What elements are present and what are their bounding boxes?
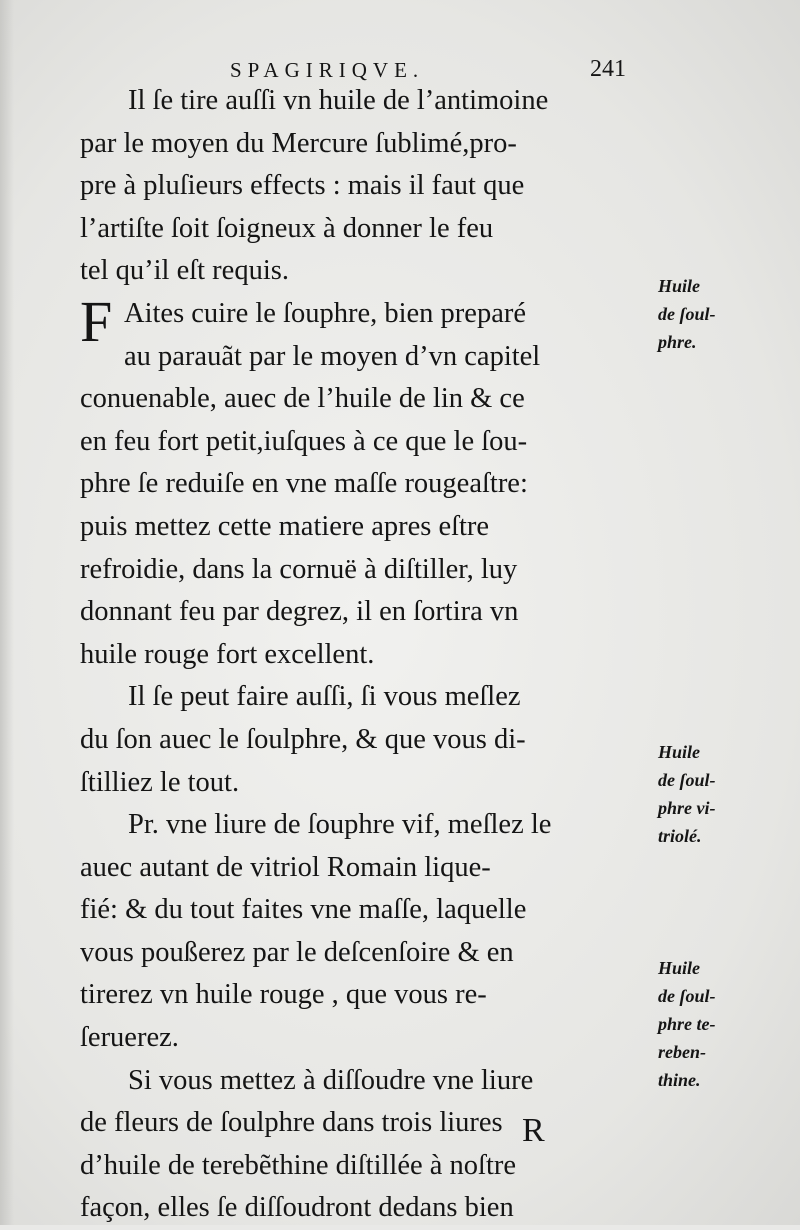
paragraph-sulphur-oil	[80, 288, 660, 676]
margin-note-line: Huile	[658, 958, 701, 978]
margin-note-turpentine-sulphur	[658, 954, 778, 1094]
main-text-block	[80, 80, 660, 1230]
margin-note-line: thine.	[658, 1070, 701, 1090]
paragraph-antimony-oil	[80, 80, 660, 293]
margin-note-line: reben-	[658, 1042, 706, 1062]
text-line: d’huile de terebẽthine diſtillée à noſtre	[80, 1149, 517, 1181]
margin-note-line: phre vi-	[658, 798, 716, 818]
text-line: refroidie, dans la cornuë à diſtiller, luy	[80, 553, 518, 585]
text-line: Pr. vne liure de ſouphre vif, meſlez le	[128, 809, 552, 841]
running-title: SPAGIRIQVE.	[230, 58, 425, 82]
text-line: en feu fort petit,iuſques à ce que le ſou-	[80, 425, 528, 457]
text-line: puis mettez cette matiere apres eſtre	[80, 510, 490, 542]
margin-note-vitriol-sulphur	[658, 738, 778, 850]
text-line: tirerez vn huile rouge , que vous re-	[80, 979, 487, 1011]
text-line: par le moyen du Mercure ſublimé,pro-	[80, 127, 517, 159]
margin-note-line: de ſoul-	[658, 986, 716, 1006]
paragraph-vitriol-sulphur	[80, 804, 660, 1060]
text-line: pre à pluſieurs effects : mais il faut que	[80, 170, 525, 202]
text-line: tel qu’il eſt requis.	[80, 255, 289, 287]
text-line: phre ſe reduiſe en vne maſſe rougeaſtre:	[80, 468, 528, 500]
text-line: Aites cuire le ſouphre, bien preparé	[124, 297, 526, 329]
page-edge-shadow	[0, 0, 14, 1225]
text-line: auec autant de vitriol Romain lique-	[80, 851, 491, 883]
margin-note-line: Huile	[658, 742, 701, 762]
margin-note-line: triolé.	[658, 826, 702, 846]
text-line: conuenable, auec de l’huile de lin & ce	[80, 383, 525, 415]
margin-note-line: Huile	[658, 276, 701, 296]
text-line: du ſon auec le ſoulphre, & que vous di-	[80, 723, 526, 755]
margin-note-line: phre te-	[658, 1014, 716, 1034]
text-line: vous poußerez par le deſcenſoire & en	[80, 936, 514, 968]
text-line: Si vous mettez à diſſoudre vne liure	[128, 1064, 534, 1096]
text-line: ſtilliez le tout.	[80, 766, 240, 798]
text-line: huile rouge fort excellent.	[80, 638, 375, 670]
margin-note-line: phre.	[658, 332, 697, 352]
text-line: ſeruerez.	[80, 1022, 179, 1054]
text-line: Il ſe tire auſſi vn huile de l’antimoine	[128, 85, 549, 116]
page-number: 241	[590, 56, 626, 82]
text-line: façon, elles ſe diſſoudront dedans bien	[80, 1192, 514, 1224]
paragraph-turpentine-sulphur	[80, 1060, 660, 1230]
text-line: donnant feu par degrez, il en ſortira vn	[80, 596, 519, 628]
text-line: fié: & du tout faites vne maſſe, laquelle	[80, 894, 527, 926]
drop-cap: F	[80, 288, 113, 354]
paragraph-bran-variant	[80, 676, 660, 804]
text-line: au parauãt par le moyen d’vn capitel	[124, 340, 541, 372]
signature-mark: R	[522, 1112, 545, 1149]
margin-note-line: de ſoul-	[658, 770, 716, 790]
margin-note-sulphur-oil	[658, 272, 778, 356]
margin-note-line: de ſoul-	[658, 304, 716, 324]
text-line: Il ſe peut faire auſſi, ſi vous meſlez	[128, 681, 521, 713]
text-line: de fleurs de ſoulphre dans trois liures	[80, 1107, 503, 1139]
text-line: l’artiſte ſoit ſoigneux à donner le feu	[80, 212, 494, 244]
